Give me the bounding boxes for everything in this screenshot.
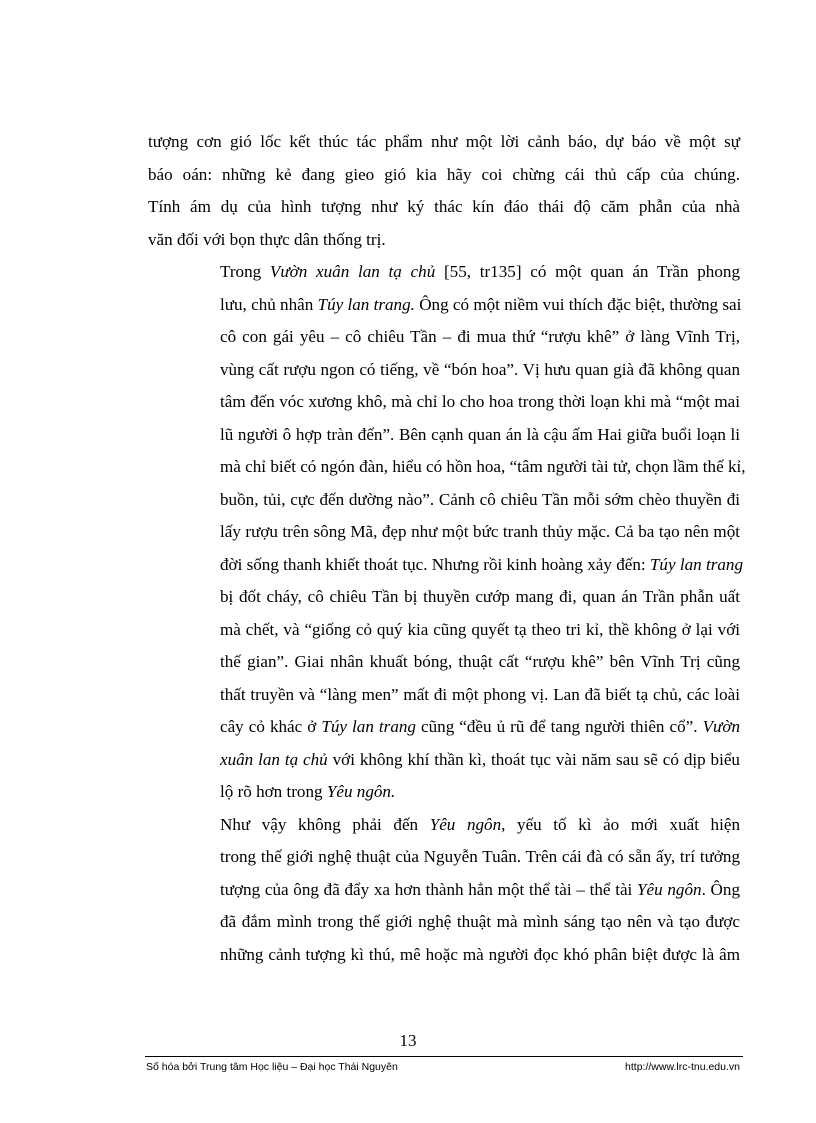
text-line bbox=[148, 809, 740, 842]
text-run: Tính ám dụ của hình tượng như ký thác kín đáo thái độ căm phẫn của nhà bbox=[148, 197, 740, 216]
text-line bbox=[148, 711, 740, 744]
italic-title-run: Vườn bbox=[702, 717, 741, 736]
text-line bbox=[148, 419, 740, 452]
italic-title-run: Túy lan trang. bbox=[317, 294, 415, 314]
text-run: , yếu tố kì ảo mới xuất hiện bbox=[501, 814, 740, 834]
text-run: tâm đến vóc xương khô, mà chỉ lo cho hoa trong thời loạn khi mà “một mai bbox=[220, 392, 740, 411]
text-line bbox=[148, 614, 740, 647]
text-run: thế gian”. Giai nhân khuất bóng, thuật cất “rượu khê” bên Vĩnh Trị cũng bbox=[220, 652, 740, 671]
italic-title-run: Yêu ngôn bbox=[637, 879, 702, 899]
text-line bbox=[148, 646, 740, 679]
text-line bbox=[148, 159, 740, 192]
text-run: vùng cất rượu ngon có tiếng, về “bón hoa”. Vị hưu quan già đã không quan bbox=[220, 359, 740, 379]
text-line bbox=[148, 191, 740, 224]
text-run: cũng “đều ủ rũ để tang người thiên cổ”. bbox=[415, 717, 703, 736]
text-line bbox=[148, 354, 740, 387]
text-line bbox=[148, 126, 740, 159]
italic-title-run: Vườn xuân lan tạ chủ bbox=[269, 262, 436, 281]
text-run: cây cỏ khác ở bbox=[220, 717, 322, 736]
text-line bbox=[148, 321, 740, 354]
text-run: . Ông bbox=[701, 879, 740, 899]
text-run: với không khí thần kì, thoát tục vài năm sau sẽ có dịp biểu bbox=[327, 749, 740, 769]
text-run: Ông có một niềm vui thích đặc biệt, thường sai bbox=[414, 294, 742, 314]
text-line bbox=[148, 841, 740, 874]
text-line bbox=[148, 939, 740, 972]
text-run: bị đốt cháy, cô chiêu Tần bị thuyền cướp mang đi, quan án Trần phẫn uất bbox=[220, 587, 740, 606]
footer-source-credit: Số hóa bởi Trung tâm Học liệu – Đại học Thái Nguyên bbox=[146, 1061, 398, 1073]
text-line bbox=[148, 581, 740, 614]
text-line bbox=[148, 679, 740, 712]
page-number: 13 bbox=[399, 1031, 417, 1050]
text-run: Trong bbox=[220, 262, 270, 281]
text-run: lấy rượu trên sông Mã, đẹp như một bức tranh thủy mặc. Cả ba tạo nên một bbox=[220, 522, 740, 541]
text-run: tượng cơn gió lốc kết thúc tác phẩm như một lời cảnh báo, dự báo về một sự bbox=[148, 132, 740, 151]
text-run: lộ rõ hơn trong bbox=[220, 782, 327, 801]
text-run: văn đối với bọn thực dân thống trị. bbox=[148, 229, 386, 249]
footer-divider bbox=[145, 1056, 743, 1057]
text-run: buồn, tủi, cực đến dường nào”. Cảnh cô chiêu Tần mỗi sớm chèo thuyền đi bbox=[220, 489, 740, 509]
text-line bbox=[148, 744, 740, 777]
text-line bbox=[148, 906, 740, 939]
italic-title-run: Túy lan trang bbox=[321, 717, 416, 736]
footer-url: http://www.lrc-tnu.edu.vn bbox=[625, 1061, 740, 1073]
text-run: những cảnh tượng kì thú, mê hoặc mà người đọc khó phân biệt được là âm bbox=[220, 944, 740, 964]
text-run: mà chết, và “giống cỏ quý kia cũng quyết tạ theo tri kỉ, thề không ở lại với bbox=[220, 619, 740, 639]
text-line bbox=[148, 776, 740, 809]
text-line bbox=[148, 549, 743, 582]
text-run: trong thế giới nghệ thuật của Nguyễn Tuân. Trên cái đà có sẵn ấy, trí tưởng bbox=[220, 847, 740, 866]
text-line bbox=[148, 484, 740, 517]
text-run: đời sống thanh khiết thoát tục. Nhưng rồi kinh hoàng xảy đến: bbox=[220, 554, 650, 574]
text-run: báo oán: những kẻ đang gieo gió kia hãy coi chừng cái thủ cấp của chúng. bbox=[148, 164, 740, 184]
text-run: thất truyền và “làng men” mất đi một phong vị. Lan đã biết tạ chủ, các loài bbox=[220, 684, 740, 704]
text-run: tượng của ông đã đẩy xa hơn thành hẳn một thể tài – thể tài bbox=[220, 879, 638, 899]
paragraph bbox=[148, 256, 746, 809]
text-run: đã đắm mình trong thế giới nghệ thuật mà mình sáng tạo nên và tạo được bbox=[220, 912, 740, 931]
text-line bbox=[148, 224, 740, 257]
text-line bbox=[148, 874, 740, 907]
text-line bbox=[148, 516, 740, 549]
paragraph bbox=[148, 126, 740, 256]
text-run: [55, tr135] có một quan án Trần phong bbox=[435, 262, 740, 281]
text-run: mà chỉ biết có ngón đàn, hiểu có hồn hoa, “tâm người tài tử, chọn lầm thế kỉ, bbox=[220, 457, 746, 476]
text-line bbox=[148, 386, 740, 419]
text-run: Như vậy không phải đến bbox=[220, 814, 430, 834]
italic-title-run: Yêu ngôn bbox=[429, 814, 502, 834]
body-text bbox=[148, 126, 746, 971]
text-run: lưu, chủ nhân bbox=[220, 294, 318, 314]
text-line bbox=[148, 256, 740, 289]
italic-title-run: xuân lan tạ chủ bbox=[220, 749, 328, 769]
italic-title-run: Yêu ngôn. bbox=[326, 782, 396, 801]
paragraph bbox=[148, 809, 740, 972]
italic-title-run: Túy lan trang bbox=[649, 554, 743, 574]
text-line bbox=[148, 451, 746, 484]
text-line bbox=[148, 289, 740, 322]
text-run: lũ người ô hợp tràn đến”. Bên cạnh quan án là cậu ấm Hai giữa buổi loạn li bbox=[220, 424, 740, 444]
text-run: cô con gái yêu – cô chiêu Tần – đi mua thứ “rượu khê” ở làng Vĩnh Trị, bbox=[220, 327, 740, 346]
